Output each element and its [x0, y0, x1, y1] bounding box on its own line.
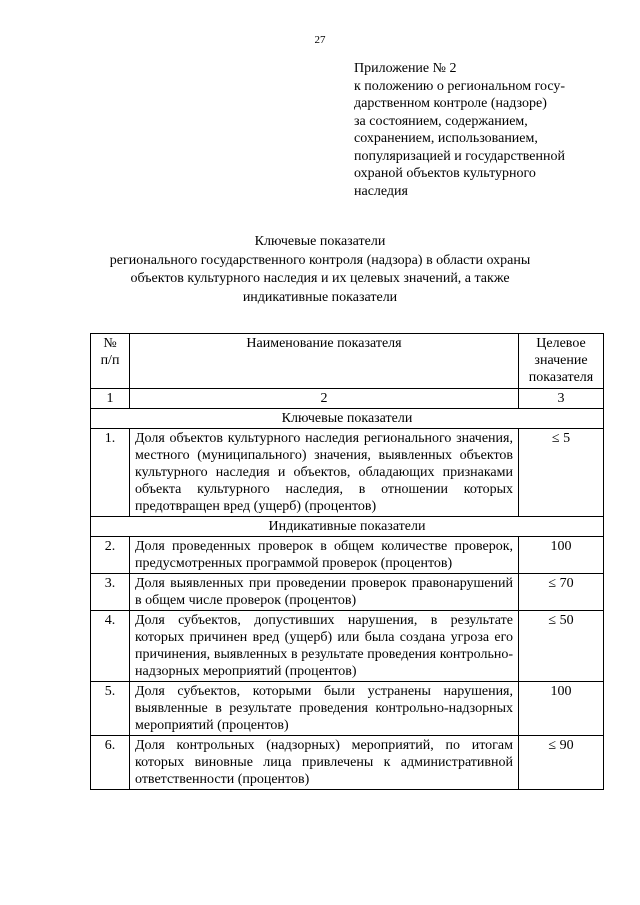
row-name: Доля контрольных (надзорных) мероприятий, по итогам которых виновные лица привлечены к административной ответственности (процентов) [130, 736, 519, 790]
column-number: 3 [519, 389, 604, 409]
row-number: 1. [91, 429, 130, 517]
table-row [91, 682, 604, 736]
column-number: 2 [130, 389, 519, 409]
header-name: Наименование показателя [130, 334, 519, 389]
section-title: Ключевые показатели [91, 409, 604, 429]
appendix-title: Приложение № 2 [354, 61, 457, 76]
appendix-line: популяризацией и государственной [354, 148, 565, 164]
appendix-line: охраной объектов культурного [354, 166, 536, 181]
row-name: Доля выявленных при проведении проверок правонарушений в общем числе проверок (процентов) [130, 574, 519, 611]
table-header-row [91, 334, 604, 389]
row-value: ≤ 50 [519, 611, 604, 682]
row-value: ≤ 5 [519, 429, 604, 517]
section-row [91, 409, 604, 429]
header-num: № п/п [91, 334, 130, 389]
appendix-line: наследия [354, 183, 408, 199]
row-name: Доля субъектов, допустивших нарушения, в результате которых причинен вред (ущерб) или была создана угроза его причинения, выявленных в результате проведения контрольно-надзорных мероприятий (процентов) [130, 611, 519, 682]
document-title [80, 233, 560, 307]
row-value: 100 [519, 537, 604, 574]
appendix-line: сохранением, использованием, [354, 131, 538, 146]
row-number: 4. [91, 611, 130, 682]
title-line: регионального государственного контроля (надзора) в области охраны [109, 252, 531, 268]
column-numbers-row [91, 389, 604, 409]
table-row [91, 429, 604, 517]
appendix-line: за состоянием, содержанием, [354, 113, 528, 129]
row-name: Доля объектов культурного наследия регионального значения, местного (муниципального) значения, выявленных объектов культурного наследия и объектов, обладающих признаками объекта культурного наследия, в отношении которых предотвращен вред (ущерб) (процентов) [130, 429, 519, 517]
row-value: ≤ 90 [519, 736, 604, 790]
row-number: 5. [91, 682, 130, 736]
table-row [91, 611, 604, 682]
table-row [91, 736, 604, 790]
row-number: 3. [91, 574, 130, 611]
section-title: Индикативные показатели [91, 517, 604, 537]
appendix-header [354, 60, 614, 200]
row-value: 100 [519, 682, 604, 736]
row-number: 6. [91, 736, 130, 790]
page-number: 27 [314, 34, 326, 46]
title-line: объектов культурного наследия и их целевых значений, а также [130, 271, 510, 286]
title-line: индикативные показатели [242, 289, 398, 305]
table-row [91, 574, 604, 611]
appendix-line: дарственном контроле (надзоре) [354, 96, 547, 111]
appendix-line: к положению о региональном госу- [354, 78, 566, 94]
row-number: 2. [91, 537, 130, 574]
title-line: Ключевые показатели [254, 234, 386, 249]
row-value: ≤ 70 [519, 574, 604, 611]
header-value: Целевое значение показателя [519, 334, 604, 389]
table-row [91, 537, 604, 574]
row-name: Доля проведенных проверок в общем количестве проверок, предусмотренных программой проверок (процентов) [130, 537, 519, 574]
indicators-table [90, 333, 604, 790]
row-name: Доля субъектов, которыми были устранены нарушения, выявленные в результате проведения контрольно-надзорных мероприятий (процентов) [130, 682, 519, 736]
column-number: 1 [91, 389, 130, 409]
section-row [91, 517, 604, 537]
